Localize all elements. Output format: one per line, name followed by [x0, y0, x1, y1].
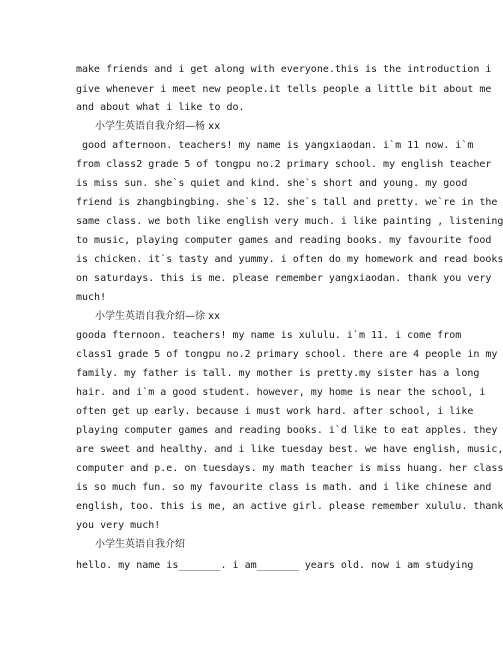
text-line: from class2 grade 5 of tongpu no.2 primary school. my english teacher	[76, 159, 492, 170]
text-line: family. my father is tall. my mother is pretty.my sister has a long	[76, 368, 480, 379]
text-line: same class. we both like english very much. i like painting , listening	[76, 216, 503, 227]
text-line: give whenever i meet new people.it tells people a little bit about me	[76, 84, 492, 95]
text-line: to music, playing computer games and reading books. my favourite food	[76, 235, 492, 246]
text-line: hello. my name is_______. i am_______ years old. now i am studying	[76, 560, 474, 571]
text-line: class1 grade 5 of tongpu no.2 primary school. there are 4 people in my	[76, 349, 498, 360]
text-line: good afternoon. teachers! my name is yangxiaodan. i`m 11 now. i`m	[76, 140, 474, 151]
text-line: is miss sun. she`s quiet and kind. she`s short and young. my good	[76, 178, 468, 189]
text-line: are sweet and healthy. and i like tuesday best. we have english, music,	[76, 444, 503, 455]
text-line: on saturdays. this is me. please remember yangxiaodan. thank you very	[76, 273, 492, 284]
text-line: gooda fternoon. teachers! my name is xululu. i`m 11. i come from	[76, 330, 462, 341]
text-line: much!	[76, 292, 107, 303]
text-line: is chicken. it`s tasty and yummy. i often do my homework and read books	[76, 254, 503, 265]
section-heading: 小学生英语自我介绍—杨 xx	[95, 121, 221, 132]
text-line: playing computer games and reading books. i`d like to eat apples. they	[76, 425, 498, 436]
text-line: make friends and i get along with everyone.this is the introduction i	[76, 64, 492, 75]
text-line: friend is zhangbingbing. she`s 12. she`s tall and pretty. we`re in the	[76, 197, 498, 208]
text-line: hair. and i`m a good student. however, my home is near the school, i	[76, 387, 486, 398]
section-heading: 小学生英语自我介绍—徐 xx	[95, 311, 221, 322]
text-line: english, too. this is me, an active girl. please remember xululu. thank	[76, 501, 503, 512]
text-line: is so much fun. so my favourite class is math. and i like chinese and	[76, 482, 492, 493]
text-line: you very much!	[76, 520, 161, 531]
text-line: computer and p.e. on tuesdays. my math teacher is miss huang. her class	[76, 463, 503, 474]
text-line: and about what i like to do.	[76, 102, 245, 113]
section-heading: 小学生英语自我介绍	[95, 539, 185, 550]
text-line: often get up early. because i must work hard. after school, i like	[76, 406, 474, 417]
